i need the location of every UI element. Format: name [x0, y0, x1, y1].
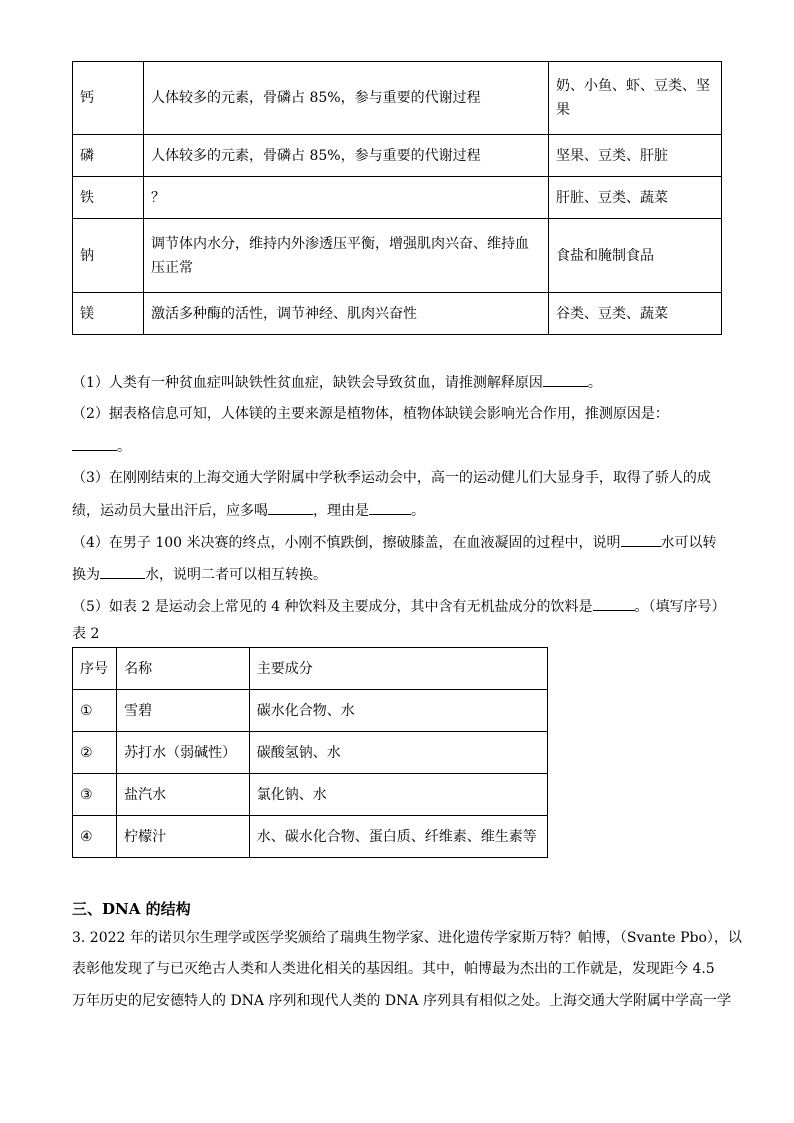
function-cell: 人体较多的元素，骨磷占 85%，参与重要的代谢过程 [144, 62, 549, 135]
name-cell: 苏打水（弱碱性） [117, 732, 250, 774]
answer-blank[interactable] [268, 500, 313, 515]
paragraph-line: 万年历史的尼安德特人的 DNA 序列和现代人类的 DNA 序列具有相似之处。上海交通大学附属中学高一学 [72, 993, 731, 1009]
paragraph-line: 3. 2022 年的诺贝尔生理学或医学奖颁给了瑞典生物学家、进化遗传学家斯万特？帕博，（Svante Pbo），以 [72, 930, 742, 946]
source-cell [549, 62, 722, 135]
question-text: （3）在刚刚结束的上海交通大学附属中学秋季运动会中，高一的运动健儿们大显身手，取得了骄人的成 [72, 470, 711, 486]
answer-blank[interactable] [100, 564, 145, 579]
element-cell: 镁 [73, 293, 144, 335]
paragraph-line: 表彰他发现了与已灭绝古人类和人类进化相关的基因组。其中，帕博最为杰出的工作就是，发现距今 4.5 [72, 961, 715, 977]
answer-blank[interactable] [593, 596, 635, 611]
question-1 [72, 372, 722, 393]
table-row [73, 732, 548, 774]
name-cell: 雪碧 [117, 690, 250, 732]
question-3 [72, 468, 722, 488]
ingredients-cell: 水、碳水化合物、蛋白质、纤维素、维生素等 [249, 816, 547, 858]
table-row [73, 816, 548, 858]
question-text: 水可以转 [660, 535, 717, 551]
number-cell: ① [73, 690, 117, 732]
table-row [73, 135, 722, 177]
answer-blank[interactable] [369, 500, 411, 515]
column-header: 名称 [117, 648, 250, 690]
function-cell: ？ [144, 177, 549, 219]
question-text: 。 [587, 375, 602, 391]
function-cell [144, 219, 549, 293]
ingredients-cell: 碳酸氢钠、水 [249, 732, 547, 774]
drink-table [72, 647, 548, 858]
answer-blank[interactable] [72, 436, 117, 451]
source-line: 奶、小鱼、虾、豆类、坚 [556, 78, 710, 94]
element-cell: 钙 [73, 62, 144, 135]
ingredients-cell: 氯化钠、水 [249, 774, 547, 816]
answer-blank[interactable] [543, 372, 588, 387]
question-text: 绩，运动员大量出汗后，应多喝 [72, 503, 268, 519]
table2-caption: 表 2 [72, 626, 100, 642]
name-cell: 柠檬汁 [117, 816, 250, 858]
source-cell: 坚果、豆类、肝脏 [549, 135, 722, 177]
question-2 [72, 404, 722, 424]
source-cell: 谷类、豆类、蔬菜 [549, 293, 722, 335]
column-header: 序号 [73, 648, 117, 690]
mineral-table [72, 61, 722, 335]
element-cell: 磷 [73, 135, 144, 177]
table-row [73, 690, 548, 732]
function-cell: 激活多种酶的活性，调节神经、肌肉兴奋性 [144, 293, 549, 335]
source-cell: 肝脏、豆类、蔬菜 [549, 177, 722, 219]
number-cell: ④ [73, 816, 117, 858]
answer-blank[interactable] [621, 532, 661, 547]
function-line: 调节体内水分，维持内外渗透压平衡，增强肌肉兴奋、维持血 [151, 235, 529, 252]
question-text: 。 [117, 439, 131, 455]
function-cell: 人体较多的元素，骨磷占 85%，参与重要的代谢过程 [144, 135, 549, 177]
question-4 [72, 532, 722, 553]
ingredients-cell: 碳水化合物、水 [249, 690, 547, 732]
element-cell: 钠 [73, 219, 144, 293]
question-5 [72, 596, 726, 617]
question-text: 。 [411, 503, 425, 519]
question-text: （5）如表 2 是运动会上常见的 4 种饮料及主要成分，其中含有无机盐成分的饮料是 [72, 599, 593, 615]
source-line: 果 [556, 102, 570, 118]
name-cell: 盐汽水 [117, 774, 250, 816]
question-3-cont [72, 500, 722, 521]
section-heading: 三、DNA 的结构 [72, 900, 191, 918]
question-text: 水，说明二者可以相互转换。 [145, 567, 327, 583]
table-row [73, 293, 722, 335]
question-text: （4）在男子 100 米决赛的终点，小刚不慎跌倒，擦破膝盖，在血液凝固的过程中，说明 [72, 535, 621, 551]
table-row [73, 177, 722, 219]
question-text: 换为 [72, 567, 100, 583]
question-4-cont [72, 564, 722, 585]
function-line: 压正常 [151, 259, 193, 276]
table-header-row [73, 648, 548, 690]
table-row [73, 219, 722, 293]
question-text: （2）据表格信息可知，人体镁的主要来源是植物体，植物体缺镁会影响光合作用，推测原因是： [72, 406, 669, 422]
table-row [73, 774, 548, 816]
question-text: ，理由是 [313, 503, 369, 519]
question-text: 。（填写序号） [634, 599, 726, 615]
table-row [73, 62, 722, 135]
column-header: 主要成分 [249, 648, 547, 690]
number-cell: ② [73, 732, 117, 774]
question-text: （1）人类有一种贫血症叫缺铁性贫血症，缺铁会导致贫血，请推测解释原因 [72, 375, 543, 391]
question-2-cont [72, 436, 722, 457]
number-cell: ③ [73, 774, 117, 816]
element-cell: 铁 [73, 177, 144, 219]
source-cell: 食盐和腌制食品 [549, 219, 722, 293]
